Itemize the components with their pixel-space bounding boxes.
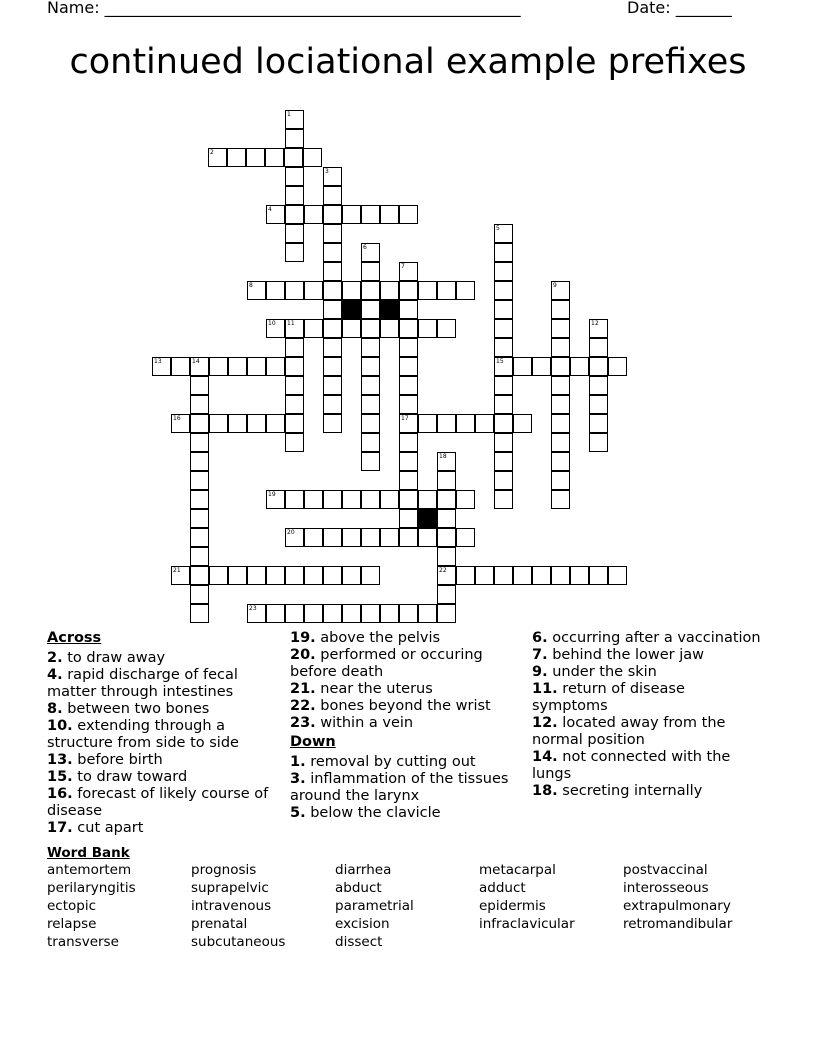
word-bank-word: transverse bbox=[47, 934, 119, 950]
grid-cell[interactable] bbox=[285, 433, 304, 452]
grid-cell[interactable] bbox=[190, 585, 209, 604]
grid-cell[interactable] bbox=[380, 281, 399, 300]
grid-cell[interactable] bbox=[608, 566, 627, 585]
clue-number: 19 bbox=[268, 491, 276, 498]
clue-number: 8 bbox=[249, 282, 253, 289]
clue-number: 3 bbox=[325, 168, 329, 175]
grid-cell[interactable] bbox=[284, 148, 303, 167]
grid-cell[interactable] bbox=[361, 604, 380, 623]
grid-cell[interactable] bbox=[361, 338, 380, 357]
grid-cell[interactable] bbox=[437, 452, 456, 471]
grid-cell[interactable] bbox=[551, 300, 570, 319]
grid-cell[interactable] bbox=[399, 414, 418, 433]
grid-cell[interactable] bbox=[494, 262, 513, 281]
across-clue: 15. to draw toward bbox=[47, 769, 188, 785]
grid-cell[interactable] bbox=[399, 338, 418, 357]
grid-cell[interactable] bbox=[266, 357, 285, 376]
grid-cell[interactable] bbox=[437, 490, 456, 509]
clue-number: 11 bbox=[287, 320, 295, 327]
grid-cell[interactable] bbox=[532, 357, 551, 376]
grid-cell[interactable] bbox=[513, 414, 532, 433]
grid-cell[interactable] bbox=[456, 566, 475, 585]
grid-cell[interactable] bbox=[285, 186, 304, 205]
clue-number: 16 bbox=[173, 415, 181, 422]
word-bank-word: suprapelvic bbox=[191, 880, 269, 896]
grid-cell[interactable] bbox=[437, 566, 456, 585]
grid-cell[interactable] bbox=[323, 186, 342, 205]
grid-cell[interactable] bbox=[399, 376, 418, 395]
across-clue: 20. performed or occuring before death bbox=[290, 647, 483, 680]
clue-number: 21 bbox=[173, 567, 181, 574]
clue-number: 9 bbox=[553, 282, 557, 289]
grid-cell[interactable] bbox=[285, 395, 304, 414]
grid-cell[interactable] bbox=[494, 566, 513, 585]
grid-cell[interactable] bbox=[266, 604, 285, 623]
grid-cell[interactable] bbox=[494, 490, 513, 509]
grid-cell[interactable] bbox=[361, 376, 380, 395]
word-bank-word: parametrial bbox=[335, 898, 414, 914]
grid-cell[interactable] bbox=[418, 490, 437, 509]
grid-cell[interactable] bbox=[399, 528, 418, 547]
grid-cell[interactable] bbox=[323, 414, 342, 433]
grid-cell[interactable] bbox=[342, 281, 361, 300]
grid-cell[interactable] bbox=[589, 566, 608, 585]
clue-number: 13 bbox=[154, 358, 162, 365]
clue-number: 22 bbox=[439, 567, 447, 574]
page-header bbox=[47, 0, 732, 17]
grid-cell[interactable] bbox=[285, 357, 304, 376]
grid-cell[interactable] bbox=[342, 205, 361, 224]
grid-cell[interactable] bbox=[190, 471, 209, 490]
grid-cell[interactable] bbox=[437, 547, 456, 566]
grid-cell[interactable] bbox=[323, 528, 342, 547]
grid-cell[interactable] bbox=[323, 205, 342, 224]
grid-cell[interactable] bbox=[494, 319, 513, 338]
grid-cell[interactable] bbox=[437, 414, 456, 433]
grid-cell[interactable] bbox=[437, 604, 456, 623]
clue-number: 15 bbox=[496, 358, 504, 365]
across-clue: 13. before birth bbox=[47, 752, 163, 768]
grid-cell[interactable] bbox=[361, 357, 380, 376]
grid-cell[interactable] bbox=[494, 395, 513, 414]
grid-cell[interactable] bbox=[361, 566, 380, 585]
grid-cell[interactable] bbox=[399, 205, 418, 224]
grid-cell[interactable] bbox=[285, 110, 304, 129]
grid-cell[interactable] bbox=[494, 433, 513, 452]
grid-cell[interactable] bbox=[570, 357, 589, 376]
word-bank-word: intravenous bbox=[191, 898, 272, 914]
grid-cell[interactable] bbox=[228, 357, 247, 376]
word-bank-word: relapse bbox=[47, 916, 97, 932]
down-clue: 5. below the clavicle bbox=[290, 805, 441, 821]
grid-cell[interactable] bbox=[342, 319, 361, 338]
grid-cell[interactable] bbox=[227, 148, 246, 167]
page-title: continued lociational example prefixes bbox=[69, 42, 747, 82]
grid-cell[interactable] bbox=[190, 604, 209, 623]
word-bank-word: abduct bbox=[335, 880, 382, 896]
grid-cell[interactable] bbox=[304, 319, 323, 338]
grid-cell[interactable] bbox=[247, 281, 266, 300]
grid-cell[interactable] bbox=[399, 604, 418, 623]
clues-column-1 bbox=[47, 630, 279, 837]
clue-number: 7 bbox=[401, 263, 405, 270]
grid-cell[interactable] bbox=[399, 395, 418, 414]
grid-cell[interactable] bbox=[418, 604, 437, 623]
word-bank-word: epidermis bbox=[479, 898, 546, 914]
grid-cell[interactable] bbox=[570, 566, 589, 585]
name-field[interactable]: Name: ____________________________________________________ bbox=[47, 0, 521, 17]
across-clue: 2. to draw away bbox=[47, 650, 166, 666]
grid-cell[interactable] bbox=[494, 376, 513, 395]
grid-cell[interactable] bbox=[437, 509, 456, 528]
grid-cell[interactable] bbox=[361, 281, 380, 300]
word-bank-word: infraclavicular bbox=[479, 916, 575, 932]
word-bank-word: extrapulmonary bbox=[623, 898, 731, 914]
grid-cell[interactable] bbox=[190, 376, 209, 395]
across-clue: 23. within a vein bbox=[290, 715, 414, 731]
grid-cell[interactable] bbox=[228, 414, 247, 433]
grid-cell[interactable] bbox=[323, 281, 342, 300]
grid-cell[interactable] bbox=[513, 566, 532, 585]
grid-cell[interactable] bbox=[285, 319, 304, 338]
grid-cell[interactable] bbox=[551, 566, 570, 585]
down-clue: 11. return of disease symptoms bbox=[532, 681, 685, 714]
grid-cell[interactable] bbox=[266, 414, 285, 433]
down-heading: Down bbox=[290, 734, 336, 750]
grid-cell[interactable] bbox=[285, 338, 304, 357]
grid-cell[interactable] bbox=[209, 566, 228, 585]
grid-cell[interactable] bbox=[323, 319, 342, 338]
grid-cell-blocked bbox=[418, 509, 437, 528]
grid-cell[interactable] bbox=[494, 281, 513, 300]
word-bank-word: prenatal bbox=[191, 916, 248, 932]
grid-cell[interactable] bbox=[285, 528, 304, 547]
clue-number: 5 bbox=[496, 225, 500, 232]
grid-cell[interactable] bbox=[304, 205, 323, 224]
grid-cell[interactable] bbox=[246, 148, 265, 167]
grid-cell[interactable] bbox=[361, 433, 380, 452]
grid-cell[interactable] bbox=[361, 490, 380, 509]
across-clue: 22. bones beyond the wrist bbox=[290, 698, 491, 714]
grid-cell[interactable] bbox=[475, 414, 494, 433]
grid-cell[interactable] bbox=[589, 319, 608, 338]
grid-cell[interactable] bbox=[399, 262, 418, 281]
grid-cell[interactable] bbox=[361, 300, 380, 319]
grid-cell[interactable] bbox=[361, 414, 380, 433]
grid-cell[interactable] bbox=[171, 566, 190, 585]
date-field[interactable]: Date: _______ bbox=[627, 0, 732, 17]
grid-cell[interactable] bbox=[266, 281, 285, 300]
grid-cell[interactable] bbox=[551, 395, 570, 414]
grid-cell[interactable] bbox=[437, 528, 456, 547]
grid-cell[interactable] bbox=[190, 395, 209, 414]
word-bank-word: metacarpal bbox=[479, 862, 556, 878]
across-clue: 4. rapid discharge of fecal matter through intestines bbox=[47, 667, 238, 700]
grid-cell[interactable] bbox=[152, 357, 171, 376]
grid-cell[interactable] bbox=[494, 338, 513, 357]
grid-cell[interactable] bbox=[285, 148, 304, 167]
down-clue: 12. located away from the normal position bbox=[532, 715, 726, 748]
grid-cell[interactable] bbox=[589, 414, 608, 433]
clue-number: 4 bbox=[268, 206, 272, 213]
word-bank-word: excision bbox=[335, 916, 390, 932]
grid-cell[interactable] bbox=[494, 452, 513, 471]
word-bank-word: retromandibular bbox=[623, 916, 733, 932]
down-clue: 1. removal by cutting out bbox=[290, 754, 476, 770]
grid-cell[interactable] bbox=[190, 528, 209, 547]
across-clue: 16. forecast of likely course of disease bbox=[47, 786, 269, 819]
word-bank-word: adduct bbox=[479, 880, 526, 896]
grid-cell[interactable] bbox=[342, 566, 361, 585]
word-bank-word: dissect bbox=[335, 934, 383, 950]
grid-cell[interactable] bbox=[456, 281, 475, 300]
grid-cell[interactable] bbox=[589, 395, 608, 414]
grid-cell[interactable] bbox=[399, 433, 418, 452]
word-bank-title: Word Bank bbox=[47, 845, 130, 861]
grid-cell[interactable] bbox=[551, 414, 570, 433]
grid-cell[interactable] bbox=[361, 262, 380, 281]
word-bank-word: subcutaneous bbox=[191, 934, 286, 950]
word-bank-word: postvaccinal bbox=[623, 862, 708, 878]
grid-cell[interactable] bbox=[399, 509, 418, 528]
grid-cell[interactable] bbox=[285, 376, 304, 395]
grid-cell[interactable] bbox=[323, 490, 342, 509]
grid-cell[interactable] bbox=[209, 357, 228, 376]
grid-cell[interactable] bbox=[171, 357, 190, 376]
grid-cell[interactable] bbox=[323, 262, 342, 281]
grid-cell[interactable] bbox=[551, 376, 570, 395]
down-clue: 6. occurring after a vaccination bbox=[532, 630, 761, 646]
clue-number: 14 bbox=[192, 358, 200, 365]
grid-cell[interactable] bbox=[513, 357, 532, 376]
grid-cell[interactable] bbox=[399, 300, 418, 319]
grid-cell[interactable] bbox=[209, 414, 228, 433]
grid-cell[interactable] bbox=[247, 414, 266, 433]
grid-cell[interactable] bbox=[266, 205, 285, 224]
grid-cell[interactable] bbox=[323, 167, 342, 186]
grid-cell[interactable] bbox=[190, 566, 209, 585]
grid-cell[interactable] bbox=[418, 319, 437, 338]
grid-cell[interactable] bbox=[494, 357, 513, 376]
grid-cell[interactable] bbox=[418, 528, 437, 547]
down-clue: 7. behind the lower jaw bbox=[532, 647, 704, 663]
grid-cell[interactable] bbox=[380, 319, 399, 338]
grid-cell[interactable] bbox=[380, 528, 399, 547]
grid-cell[interactable] bbox=[265, 148, 284, 167]
clue-number: 1 bbox=[287, 111, 291, 118]
word-bank-word: interosseous bbox=[623, 880, 709, 896]
grid-cell[interactable] bbox=[323, 566, 342, 585]
grid-cell-blocked bbox=[342, 300, 361, 319]
grid-cell[interactable] bbox=[342, 490, 361, 509]
grid-cell[interactable] bbox=[494, 471, 513, 490]
grid-cell[interactable] bbox=[418, 281, 437, 300]
grid-cell[interactable] bbox=[589, 357, 608, 376]
grid-cell[interactable] bbox=[399, 357, 418, 376]
across-heading: Across bbox=[47, 630, 102, 646]
grid-cell[interactable] bbox=[285, 205, 304, 224]
grid-cell[interactable] bbox=[304, 528, 323, 547]
grid-cell[interactable] bbox=[551, 452, 570, 471]
across-clue: 17. cut apart bbox=[47, 820, 144, 836]
grid-cell[interactable] bbox=[208, 148, 227, 167]
grid-cell[interactable] bbox=[494, 243, 513, 262]
grid-cell[interactable] bbox=[399, 471, 418, 490]
grid-cell[interactable] bbox=[361, 319, 380, 338]
grid-cell[interactable] bbox=[399, 281, 418, 300]
clue-number: 20 bbox=[287, 529, 295, 536]
grid-cell[interactable] bbox=[285, 281, 304, 300]
grid-cell[interactable] bbox=[285, 490, 304, 509]
grid-cell[interactable] bbox=[190, 490, 209, 509]
grid-cell[interactable] bbox=[303, 148, 322, 167]
grid-cell[interactable] bbox=[361, 452, 380, 471]
grid-cell[interactable] bbox=[608, 357, 627, 376]
grid-cell[interactable] bbox=[285, 566, 304, 585]
grid-cell[interactable] bbox=[342, 528, 361, 547]
grid-cell[interactable] bbox=[418, 414, 437, 433]
grid-cell[interactable] bbox=[228, 566, 247, 585]
grid-cell[interactable] bbox=[551, 490, 570, 509]
grid-cell[interactable] bbox=[285, 129, 304, 148]
grid-cell[interactable] bbox=[589, 338, 608, 357]
across-clue: 19. above the pelvis bbox=[290, 630, 441, 646]
grid-cell[interactable] bbox=[437, 585, 456, 604]
across-clue: 10. extending through a structure from side to side bbox=[47, 718, 239, 751]
grid-cell[interactable] bbox=[285, 243, 304, 262]
down-clue: 9. under the skin bbox=[532, 664, 657, 680]
grid-cell[interactable] bbox=[456, 490, 475, 509]
word-bank-word: antemortem bbox=[47, 862, 132, 878]
clue-number: 12 bbox=[591, 320, 599, 327]
grid-cell[interactable] bbox=[342, 604, 361, 623]
grid-cell[interactable] bbox=[475, 566, 494, 585]
grid-cell[interactable] bbox=[532, 566, 551, 585]
grid-cell[interactable] bbox=[380, 205, 399, 224]
grid-cell[interactable] bbox=[456, 528, 475, 547]
grid-cell[interactable] bbox=[551, 433, 570, 452]
grid-cell-blocked bbox=[380, 300, 399, 319]
grid-cell[interactable] bbox=[323, 338, 342, 357]
grid-cell[interactable] bbox=[323, 395, 342, 414]
clue-number: 17 bbox=[401, 415, 409, 422]
grid-cell[interactable] bbox=[380, 490, 399, 509]
grid-cell[interactable] bbox=[494, 224, 513, 243]
word-bank-word: ectopic bbox=[47, 898, 97, 914]
clue-number: 10 bbox=[268, 320, 276, 327]
grid-cell[interactable] bbox=[551, 357, 570, 376]
grid-cell[interactable] bbox=[266, 319, 285, 338]
grid-cell[interactable] bbox=[266, 566, 285, 585]
grid-cell[interactable] bbox=[551, 319, 570, 338]
grid-cell[interactable] bbox=[323, 604, 342, 623]
word-bank-word: perilaryngitis bbox=[47, 880, 136, 896]
grid-cell[interactable] bbox=[247, 357, 266, 376]
grid-cell[interactable] bbox=[304, 566, 323, 585]
clue-number: 18 bbox=[439, 453, 447, 460]
grid-cell[interactable] bbox=[399, 490, 418, 509]
grid-cell[interactable] bbox=[361, 243, 380, 262]
grid-cell[interactable] bbox=[589, 376, 608, 395]
grid-cell[interactable] bbox=[361, 205, 380, 224]
grid-cell[interactable] bbox=[589, 433, 608, 452]
clue-number: 23 bbox=[249, 605, 257, 612]
grid-cell[interactable] bbox=[171, 414, 190, 433]
grid-cell[interactable] bbox=[247, 604, 266, 623]
down-clue: 3. inflammation of the tissues around the larynx bbox=[290, 771, 509, 804]
down-clue: 18. secreting internally bbox=[532, 783, 703, 799]
grid-cell[interactable] bbox=[304, 490, 323, 509]
grid-cell[interactable] bbox=[285, 414, 304, 433]
grid-cell[interactable] bbox=[399, 452, 418, 471]
grid-cell[interactable] bbox=[304, 604, 323, 623]
grid-cell[interactable] bbox=[190, 509, 209, 528]
grid-cell[interactable] bbox=[285, 167, 304, 186]
grid-cell[interactable] bbox=[551, 281, 570, 300]
grid-cell[interactable] bbox=[190, 452, 209, 471]
grid-cell[interactable] bbox=[190, 414, 209, 433]
grid-cell[interactable] bbox=[551, 471, 570, 490]
grid-cell[interactable] bbox=[190, 357, 209, 376]
grid-cell[interactable] bbox=[551, 338, 570, 357]
word-bank-word: diarrhea bbox=[335, 862, 392, 878]
grid-cell[interactable] bbox=[285, 604, 304, 623]
grid-cell[interactable] bbox=[437, 471, 456, 490]
grid-cell[interactable] bbox=[494, 300, 513, 319]
grid-cell[interactable] bbox=[190, 433, 209, 452]
grid-cell[interactable] bbox=[323, 357, 342, 376]
word-bank-word: prognosis bbox=[191, 862, 257, 878]
grid-cell[interactable] bbox=[247, 566, 266, 585]
grid-cell[interactable] bbox=[323, 224, 342, 243]
grid-cell[interactable] bbox=[266, 490, 285, 509]
across-clue: 8. between two bones bbox=[47, 701, 210, 717]
clue-number: 6 bbox=[363, 244, 367, 251]
grid-cell[interactable] bbox=[323, 300, 342, 319]
grid-cell[interactable] bbox=[380, 604, 399, 623]
clues-column-3 bbox=[532, 630, 764, 800]
grid-cell[interactable] bbox=[323, 376, 342, 395]
grid-cell[interactable] bbox=[285, 224, 304, 243]
grid-cell[interactable] bbox=[437, 319, 456, 338]
grid-cell[interactable] bbox=[399, 319, 418, 338]
clues-column-2 bbox=[290, 630, 522, 822]
grid-cell[interactable] bbox=[437, 281, 456, 300]
grid-cell[interactable] bbox=[361, 528, 380, 547]
grid-cell[interactable] bbox=[456, 414, 475, 433]
grid-cell[interactable] bbox=[494, 414, 513, 433]
grid-cell[interactable] bbox=[323, 243, 342, 262]
clue-number: 2 bbox=[210, 149, 214, 156]
grid-cell[interactable] bbox=[361, 395, 380, 414]
grid-cell[interactable] bbox=[190, 547, 209, 566]
grid-cell[interactable] bbox=[304, 281, 323, 300]
down-clue: 14. not connected with the lungs bbox=[532, 749, 731, 782]
across-clue: 21. near the uterus bbox=[290, 681, 433, 697]
word-bank bbox=[47, 845, 787, 950]
